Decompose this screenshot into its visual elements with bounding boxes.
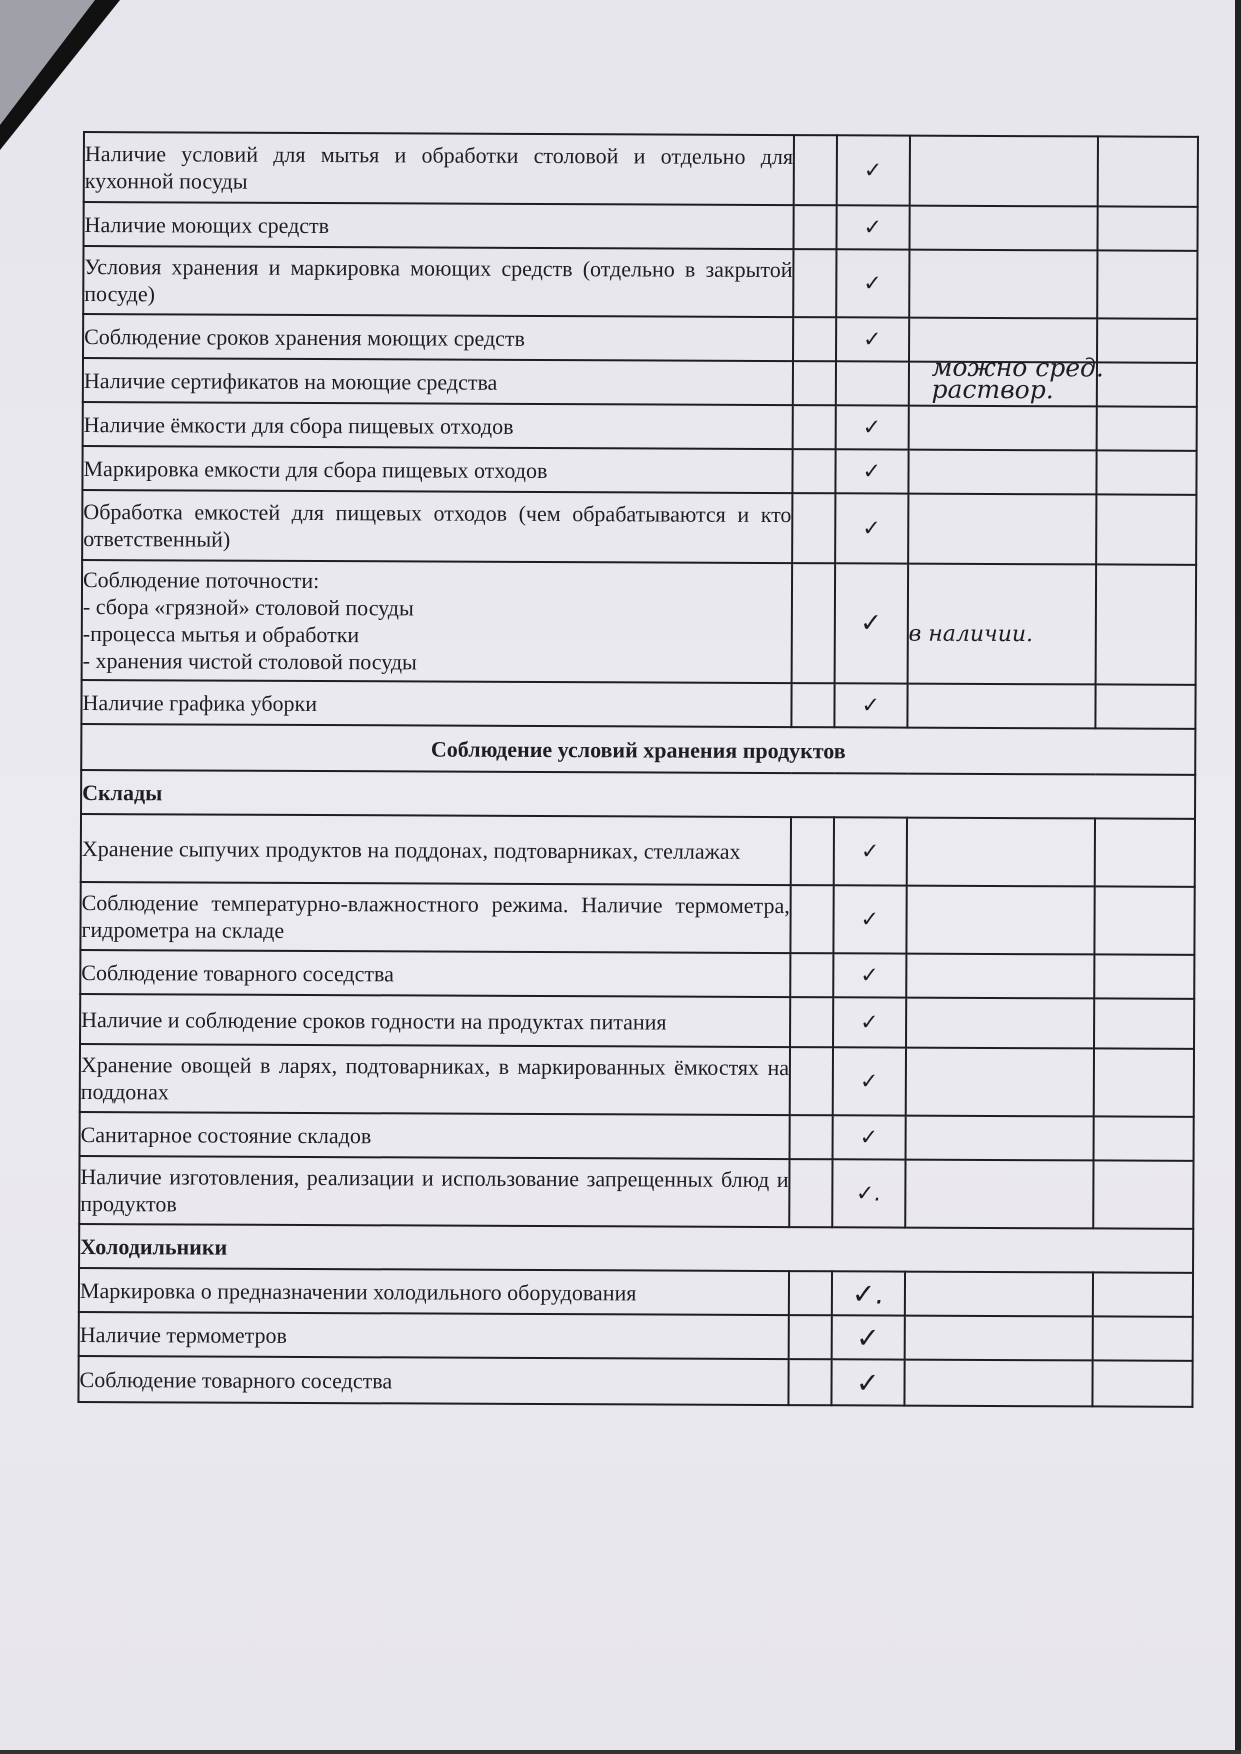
handwritten-note: [906, 818, 1095, 887]
criterion-text: Соблюдение товарного соседства: [80, 950, 790, 997]
empty-cell: [1095, 818, 1195, 886]
table-row: [78, 1356, 1192, 1407]
empty-cell: [793, 249, 836, 317]
criterion-text: Наличие моющих средств: [83, 202, 793, 249]
table-row: [80, 950, 1194, 999]
empty-cell: [1098, 206, 1198, 250]
scan-edge-right: [1235, 0, 1241, 1754]
check-mark: ✓: [834, 563, 907, 683]
table-row: [83, 358, 1197, 407]
table-row: [81, 680, 1195, 729]
table-row: [83, 202, 1197, 251]
empty-cell: [789, 1159, 832, 1227]
table-row: [80, 1112, 1194, 1161]
check-mark: ✓: [833, 997, 906, 1047]
table-row: [83, 402, 1197, 451]
check-mark: ✓: [833, 817, 906, 885]
check-mark: ✓: [836, 317, 909, 361]
empty-cell: [1096, 494, 1196, 564]
check-mark: ✓: [835, 405, 908, 449]
section-row: [81, 724, 1195, 775]
handwritten-note: [904, 1316, 1093, 1361]
section-heading: Соблюдение условий хранения продуктов: [81, 724, 1195, 775]
criterion-line: -процесса мытья и обработки: [82, 621, 360, 648]
empty-cell: [1097, 450, 1197, 494]
empty-cell: [789, 1271, 832, 1315]
table-row: [79, 1156, 1193, 1229]
criterion-text: Санитарное состояние складов: [80, 1112, 790, 1159]
check-mark: ✓: [836, 249, 909, 317]
handwritten-note: [908, 406, 1097, 451]
empty-cell: [792, 683, 835, 727]
folded-corner-shadow: [0, 0, 95, 125]
subsection-row: [81, 770, 1195, 819]
handwritten-note: [905, 1048, 1094, 1117]
empty-cell: [792, 563, 835, 683]
empty-cell: [790, 1047, 833, 1115]
criterion-text: Наличие термометров: [79, 1312, 789, 1359]
check-mark: ✓: [836, 205, 909, 249]
handwritten-note: [908, 450, 1097, 495]
empty-cell: [1093, 1360, 1193, 1406]
handwritten-note: [905, 1160, 1094, 1229]
table-row: [80, 1044, 1194, 1117]
criterion-text: Маркировка емкости для сбора пищевых отходов: [82, 446, 792, 493]
empty-cell: [1094, 954, 1194, 998]
empty-cell: [1093, 1272, 1193, 1316]
empty-cell: [1094, 1116, 1194, 1160]
subsection-heading: Холодильники: [79, 1224, 1193, 1273]
check-mark: ✓.: [832, 1271, 905, 1315]
criterion-text: Соблюдение товарного соседства: [78, 1356, 788, 1405]
criterion-text: Наличие графика уборки: [81, 680, 791, 727]
criterion-text: Условия хранения и маркировка моющих средств (отдельно в закрытой посуде): [83, 246, 793, 317]
handwritten-note: [906, 954, 1095, 999]
handwritten-note: [907, 684, 1096, 729]
table-row: [82, 446, 1196, 495]
check-mark: ✓: [831, 1315, 904, 1359]
check-mark: ✓.: [832, 1159, 905, 1227]
inspection-checklist-table: [77, 131, 1199, 1408]
criterion-text: Хранение овощей в ларях, подтоварниках, в маркированных ёмкостях на поддонах: [80, 1044, 790, 1115]
empty-cell: [789, 1359, 832, 1405]
check-mark: ✓: [836, 135, 909, 205]
handwritten-note: [904, 1272, 1093, 1317]
handwritten-note-text: можно сред. раствор.: [931, 352, 1104, 405]
check-mark: ✓: [835, 493, 908, 563]
empty-cell: [791, 885, 834, 953]
subsection-heading: Склады: [81, 770, 1195, 819]
check-mark: ✓: [833, 885, 906, 953]
table-row: [80, 994, 1194, 1049]
handwritten-note: в наличии.: [907, 564, 1096, 685]
table-row: [80, 882, 1194, 955]
empty-cell: [792, 493, 835, 563]
table-row: [82, 560, 1197, 685]
criterion-text: Наличие ёмкости для сбора пищевых отходов: [83, 402, 793, 449]
table-row: [79, 1268, 1193, 1317]
check-mark: ✓: [833, 953, 906, 997]
scan-edge-bottom: [0, 1750, 1241, 1754]
table-row: [81, 814, 1195, 887]
empty-cell: [794, 205, 837, 249]
subsection-row: [79, 1224, 1193, 1273]
checklist-body: [78, 132, 1198, 1407]
table-row: [83, 246, 1197, 319]
empty-cell: [793, 361, 836, 405]
empty-cell: [793, 405, 836, 449]
empty-cell: [793, 317, 836, 361]
criterion-text: Соблюдение температурно-влажностного режима. Наличие термометра, гидрометра на складе: [80, 882, 790, 953]
empty-cell: [1094, 998, 1194, 1048]
criterion-text: Обработка емкостей для пищевых отходов (чем обрабатываются и кто ответственный): [82, 490, 792, 563]
criterion-text: Соблюдение сроков хранения моющих средств: [83, 314, 793, 361]
criterion-line: Соблюдение поточности:: [82, 567, 320, 594]
empty-cell: [1096, 564, 1196, 684]
handwritten-note: [909, 250, 1098, 319]
empty-cell: [1093, 1160, 1193, 1228]
criterion-text: Наличие изготовления, реализации и использование запрещенных блюд и продуктов: [79, 1156, 789, 1227]
empty-cell: [790, 953, 833, 997]
empty-cell: [1098, 136, 1198, 206]
handwritten-note: [909, 206, 1098, 251]
criterion-text: Наличие условий для мытья и обработки столовой и отдельно для кухонной посуды: [84, 132, 794, 205]
check-mark: ✓: [831, 1359, 904, 1405]
table-row: [82, 490, 1196, 565]
criterion-text: Маркировка о предназначении холодильного оборудования: [79, 1268, 789, 1315]
handwritten-note: [908, 352, 1104, 407]
criterion-text: Хранение сыпучих продуктов на поддонах, подтоварниках, стеллажах: [81, 814, 791, 885]
handwritten-note: [905, 1116, 1094, 1161]
criterion-text: [82, 560, 793, 683]
empty-cell: [790, 997, 833, 1047]
check-mark: ✓: [832, 1115, 905, 1159]
handwritten-note: [908, 494, 1097, 565]
empty-cell: [790, 1115, 833, 1159]
criterion-line: - сбора «грязной» столовой посуды: [82, 594, 414, 621]
empty-cell: [1097, 250, 1197, 318]
empty-cell: [1097, 318, 1197, 362]
handwritten-note: [906, 886, 1095, 955]
empty-cell: [1093, 1316, 1193, 1360]
criterion-text: Наличие сертификатов на моющие средства: [83, 358, 793, 405]
handwritten-note: [909, 136, 1098, 207]
handwritten-note: [906, 998, 1095, 1049]
empty-cell: [789, 1315, 832, 1359]
criterion-text: Наличие и соблюдение сроков годности на продуктах питания: [80, 994, 790, 1047]
empty-cell: [1097, 406, 1197, 450]
check-mark: ✓: [835, 449, 908, 493]
empty-cell: [1096, 684, 1196, 728]
table-row: [84, 132, 1198, 207]
empty-cell: [794, 135, 837, 205]
empty-cell: [1094, 1048, 1194, 1116]
empty-cell: [793, 449, 836, 493]
handwritten-note: [904, 1360, 1093, 1407]
table-row: [79, 1312, 1193, 1361]
empty-cell: [791, 817, 834, 885]
empty-cell: [1095, 886, 1195, 954]
check-mark: ✓: [832, 1047, 905, 1115]
criterion-line: - хранения чистой столовой посуды: [82, 648, 417, 675]
check-mark: ✓: [834, 683, 907, 727]
check-mark: [836, 361, 909, 405]
